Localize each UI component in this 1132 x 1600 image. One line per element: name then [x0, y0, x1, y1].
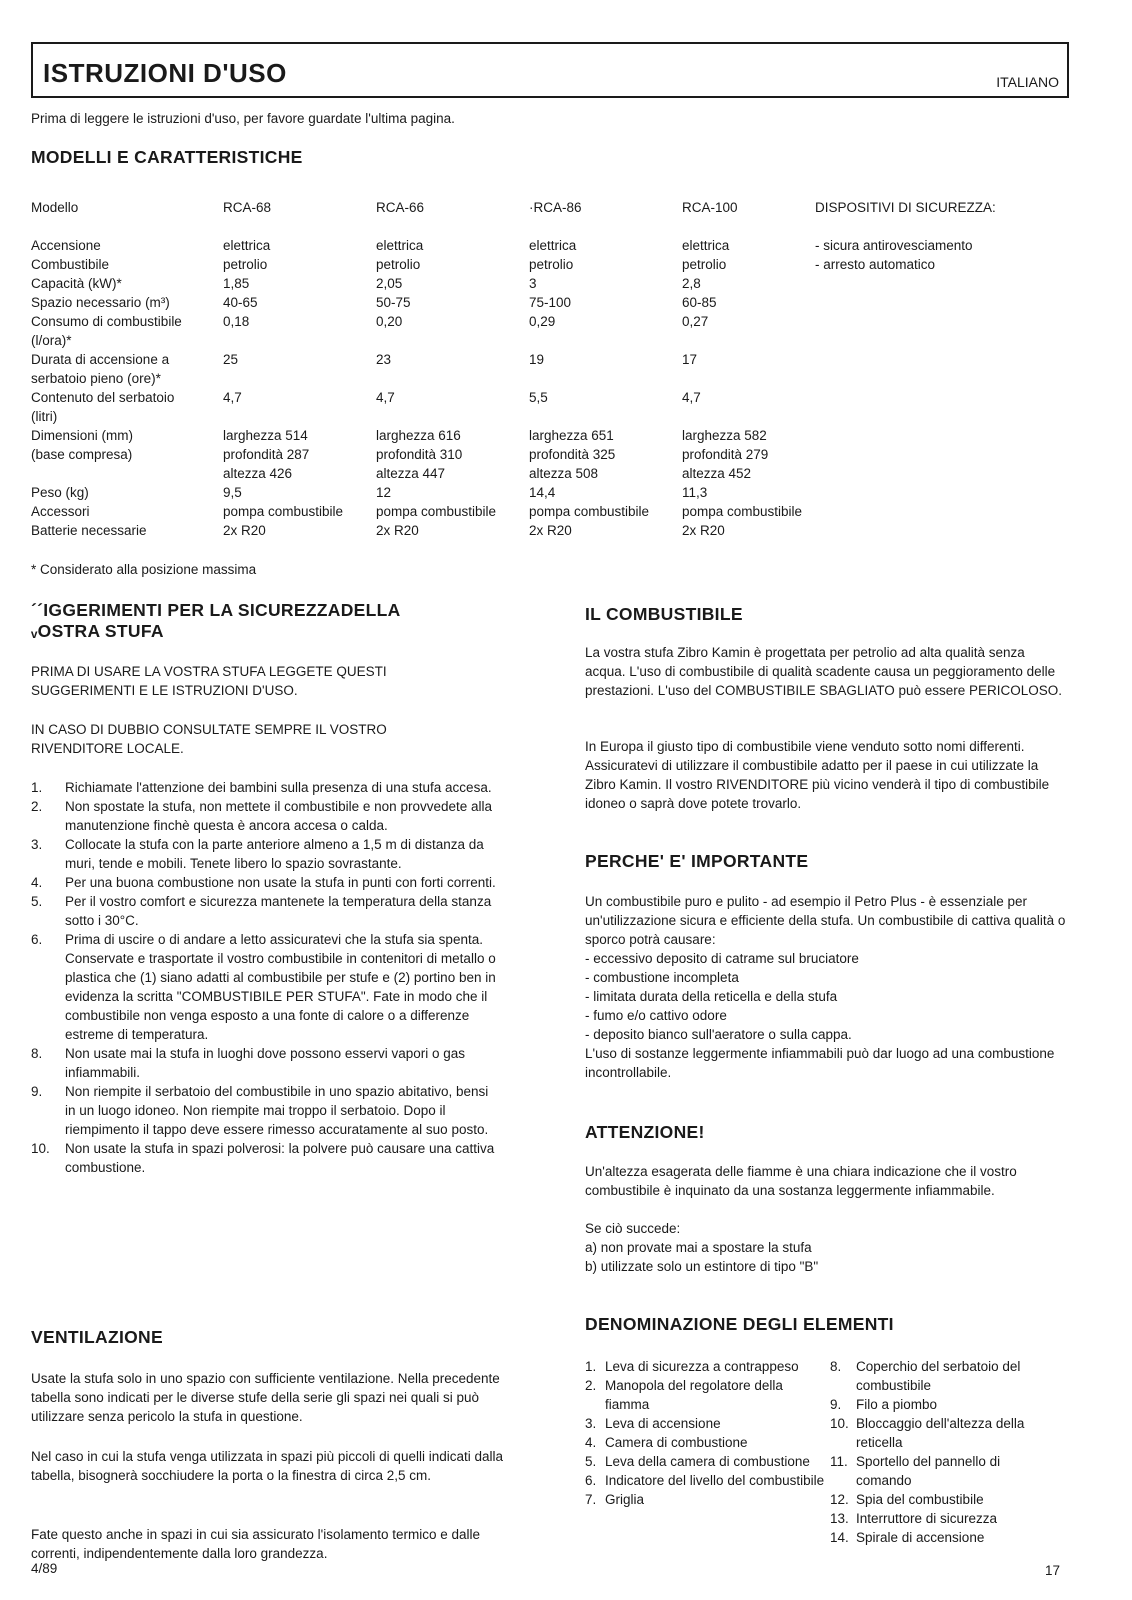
attention-paragraph: Se ciò succede: [585, 1221, 681, 1236]
element-item: 11. Sportello del pannello di comando [830, 1454, 1001, 1488]
table-cell: 4,7 [223, 390, 242, 405]
element-item: 4. Camera di combustione [585, 1435, 748, 1450]
safety-tip-item: 2. Non spostate la stufa, non mettete il combustibile e non provvedete alla manutenzione finchè questa è ancora accesa o calda. [31, 799, 493, 833]
table-cell: petrolio [529, 257, 574, 272]
table-header-label: Modello [31, 200, 79, 215]
table-cell: altezza 508 [529, 466, 599, 481]
table-row-label: (base compresa) [31, 447, 133, 462]
safety-devices-heading: DISPOSITIVI DI SICUREZZA: [815, 200, 996, 215]
fuel-problem-item: - combustione incompleta [585, 970, 739, 985]
page-number: 17 [1045, 1563, 1061, 1578]
table-cell: larghezza 514 [223, 428, 308, 443]
ventilation-paragraph: Usate la stufa solo in uno spazio con sufficiente ventilazione. Nella precedente tabella sono indicati per le diverse stufe della serie gli spazi nei quali si può utilizzare senza pericolo la stufa in questione. [31, 1371, 500, 1424]
elements-list-right [830, 1357, 1040, 1547]
ventilation-heading: VENTILAZIONE [31, 1327, 163, 1347]
table-row-label: Combustibile [31, 257, 110, 272]
table-cell: 25 [223, 352, 239, 367]
table-cell: 0,27 [682, 314, 709, 329]
table-cell: 17 [682, 352, 698, 367]
element-item: 10. Bloccaggio dell'altezza della reticella [830, 1416, 1025, 1450]
table-cell: 3 [529, 276, 537, 291]
table-footnote: * Considerato alla posizione massima [31, 562, 257, 577]
table-cell: profondità 287 [223, 447, 310, 462]
table-cell: 50-75 [376, 295, 411, 310]
table-cell: 40-65 [223, 295, 258, 310]
table-cell: pompa combustibile [682, 504, 803, 519]
why-important-heading: PERCHE' E' IMPORTANTE [585, 851, 809, 871]
table-cell: pompa combustibile [376, 504, 497, 519]
table-cell: 2x R20 [682, 523, 725, 538]
table-cell: 2x R20 [223, 523, 266, 538]
element-item: 14. Spirale di accensione [830, 1530, 985, 1545]
table-row-label: Contenuto del serbatoio [31, 390, 175, 405]
table-cell: altezza 447 [376, 466, 446, 481]
table-cell: 0,20 [376, 314, 403, 329]
table-cell: 2,8 [682, 276, 701, 291]
element-item: 7. Griglia [585, 1492, 645, 1507]
element-item: 9. Filo a piombo [830, 1397, 938, 1412]
safety-device-item: - arresto automatico [815, 257, 936, 272]
table-row-label: Peso (kg) [31, 485, 89, 500]
table-cell: larghezza 582 [682, 428, 767, 443]
table-cell: elettrica [682, 238, 730, 253]
table-cell: 9,5 [223, 485, 242, 500]
table-cell: elettrica [529, 238, 577, 253]
safety-tip-item: 6. Prima di uscire o di andare a letto assicuratevi che la stufa sia spenta. [31, 932, 483, 947]
fuel-problem-item: - eccessivo deposito di catrame sul bruciatore [585, 951, 859, 966]
attention-heading: ATTENZIONE! [585, 1122, 705, 1142]
language-label: ITALIANO [996, 74, 1059, 90]
table-cell: larghezza 616 [376, 428, 461, 443]
table-cell: 0,18 [223, 314, 250, 329]
attention-paragraph: Un'altezza esagerata delle fiamme è una chiara indicazione che il vostro combustibile è inquinato da una sostanza leggermente infiammabile. [585, 1164, 1017, 1198]
fuel-problems-list [585, 949, 1067, 1044]
table-header-model: RCA-68 [223, 200, 272, 215]
title-box [31, 42, 1069, 98]
table-cell: 0,29 [529, 314, 556, 329]
table-row-label: Accensione [31, 238, 101, 253]
table-cell: pompa combustibile [529, 504, 650, 519]
table-cell: 5,5 [529, 390, 548, 405]
fuel-paragraph: La vostra stufa Zibro Kamin è progettata per petrolio ad alta qualità senza acqua. L'uso di combustibile di qualità scadente causa un peggioramento delle prestazioni. L'uso del COMBUSTIBILE SBAGLIATO può essere PERICOLOSO. [585, 645, 1063, 698]
table-cell: 60-85 [682, 295, 717, 310]
table-cell: petrolio [223, 257, 268, 272]
element-item: 6. Indicatore del livello del combustibile [585, 1473, 825, 1488]
safety-tips-list [31, 778, 501, 1177]
fuel-problem-item: - fumo e/o cattivo odore [585, 1008, 727, 1023]
element-item: 8. Coperchio del serbatoio del combustibile [830, 1359, 1021, 1393]
table-cell: 14,4 [529, 485, 556, 500]
attention-item: b) utilizzate solo un estintore di tipo "B" [585, 1259, 819, 1274]
elements-heading: DENOMINAZIONE DEGLI ELEMENTI [585, 1314, 894, 1334]
table-cell: 19 [529, 352, 545, 367]
element-item: 12. Spia del combustibile [830, 1492, 984, 1507]
ventilation-paragraph: Fate questo anche in spazi in cui sia assicurato l'isolamento termico e dalle correnti, indipendentemente dalla loro grandezza. [31, 1527, 481, 1561]
table-row-label: (l/ora)* [31, 333, 72, 348]
table-header-model: RCA-100 [682, 200, 738, 215]
table-cell: 2x R20 [529, 523, 572, 538]
table-cell: altezza 452 [682, 466, 752, 481]
table-row-label: Dimensioni (mm) [31, 428, 134, 443]
table-cell: 12 [376, 485, 392, 500]
element-item: 2. Manopola del regolatore della fiamma [585, 1378, 783, 1412]
table-row-label: Accessori [31, 504, 90, 519]
warning-read-instructions: PRIMA DI USARE LA VOSTRA STUFA LEGGETE QUESTI SUGGERIMENTI E LE ISTRUZIONI D'USO. [31, 664, 387, 698]
table-row-label: (litri) [31, 409, 58, 424]
table-cell: elettrica [223, 238, 271, 253]
intro-text: Prima di leggere le istruzioni d'uso, per favore guardate l'ultima pagina. [31, 111, 455, 126]
table-header-model: RCA-66 [376, 200, 425, 215]
table-cell: 2,05 [376, 276, 403, 291]
safety-tip-item: 3. Collocate la stufa con la parte anteriore almeno a 1,5 m di distanza da muri, tende e mobili. Tenete libero lo spazio sovrastante. [31, 837, 484, 871]
table-row-label: Batterie necessarie [31, 523, 147, 538]
safety-tip-item: Conservate e trasportate il vostro combustibile in contenitori di metallo o plastica che (1) siano adatti al combustibile per stufe e (2) portino ben in evidenza la scritta "COMBUSTIBILE PER STUFA". Fate in modo che il combustibile non venga esposto a una fonte di calore o a differenze estreme di temperatura. [65, 951, 496, 1042]
elements-list-left [585, 1357, 825, 1509]
fuel-paragraph: In Europa il giusto tipo di combustibile viene venduto sotto nomi differenti. Assicuratevi di utilizzare il combustibile adatto per il paese in cui utilizzate la Zibro Kamin. Il vostro RIVENDITORE più vicino venderà il tipo di combustibile idoneo o saprà dove potete trovarlo. [585, 739, 1050, 811]
safety-tip-item: 9. Non riempite il serbatoio del combustibile in uno spazio abitativo, bensi in un luogo idoneo. Non riempite mai troppo il serbatoio. Dopo il riempimento il tappo deve essere rimesso accuratamente al suo posto. [31, 1084, 489, 1137]
table-cell: 4,7 [376, 390, 395, 405]
table-cell: petrolio [682, 257, 727, 272]
table-cell: elettrica [376, 238, 424, 253]
attention-list [585, 1238, 1067, 1276]
why-important-outro: L'uso di sostanze leggermente infiammabili può dar luogo ad una combustione incontrollabile. [585, 1046, 1055, 1080]
table-cell: 4,7 [682, 390, 701, 405]
table-cell: 1,85 [223, 276, 250, 291]
safety-tip-item: 4. Per una buona combustione non usate la stufa in punti con forti correnti. [31, 875, 496, 890]
table-row-label: Spazio necessario (m³) [31, 295, 170, 310]
fuel-problem-item: - limitata durata della reticella e della stufa [585, 989, 838, 1004]
fuel-heading: IL COMBUSTIBILE [585, 604, 743, 624]
fuel-problem-item: - deposito bianco sull'aeratore o sulla cappa. [585, 1027, 852, 1042]
table-cell: 75-100 [529, 295, 572, 310]
attention-item: a) non provate mai a spostare la stufa [585, 1240, 812, 1255]
table-row-label: Durata di accensione a [31, 352, 170, 367]
safety-tip-item: 10. Non usate la stufa in spazi polverosi: la polvere può causare una cattiva combustione. [31, 1141, 495, 1175]
models-heading: MODELLI E CARATTERISTICHE [31, 147, 303, 167]
table-row-label: Capacità (kW)* [31, 276, 122, 291]
why-important-intro: Un combustibile puro e pulito - ad esempio il Petro Plus - è essenziale per un'utilizzazione sicura e efficiente della stufa. Un combustibile di cattiva qualità o sporco potrà causare: [585, 894, 1066, 947]
table-cell: profondità 279 [682, 447, 769, 462]
document-code: 4/89 [31, 1561, 58, 1576]
table-cell: larghezza 651 [529, 428, 614, 443]
table-cell: pompa combustibile [223, 504, 344, 519]
table-cell: 2x R20 [376, 523, 419, 538]
table-cell: petrolio [376, 257, 421, 272]
safety-tip-item: 5. Per il vostro comfort e sicurezza mantenete la temperatura della stanza sotto i 30°C. [31, 894, 492, 928]
safety-tip-item: 8. Non usate mai la stufa in luoghi dove possono esservi vapori o gas infiammabili. [31, 1046, 465, 1080]
table-row-label: serbatoio pieno (ore)* [31, 371, 161, 386]
element-item: 3. Leva di accensione [585, 1416, 721, 1431]
element-item: 13. Interruttore di sicurezza [830, 1511, 998, 1526]
table-cell: 11,3 [682, 485, 708, 500]
table-cell: 23 [376, 352, 392, 367]
table-cell: profondità 325 [529, 447, 616, 462]
table-cell: altezza 426 [223, 466, 293, 481]
table-header-model: ·RCA-86 [529, 200, 582, 215]
table-cell: profondità 310 [376, 447, 463, 462]
element-item: 1. Leva di sicurezza a contrappeso [585, 1359, 799, 1374]
ventilation-paragraph: Nel caso in cui la stufa venga utilizzata in spazi più piccoli di quelli indicati dalla tabella, bisognerà socchiudere la porta o la finestra di circa 2,5 cm. [31, 1449, 504, 1483]
page-title: ISTRUZIONI D'USO [43, 58, 287, 88]
element-item: 5. Leva della camera di combustione [585, 1454, 810, 1469]
safety-tips-heading: ´´IGGERIMENTI PER LA SICUREZZADELLA ᵥOSTRA STUFA [31, 600, 401, 641]
safety-device-item: - sicura antirovesciamento [815, 238, 973, 253]
table-row-label: Consumo di combustibile [31, 314, 182, 329]
safety-tip-item: 1. Richiamate l'attenzione dei bambini sulla presenza di una stufa accesa. [31, 780, 492, 795]
warning-consult-dealer: IN CASO DI DUBBIO CONSULTATE SEMPRE IL VOSTRO RIVENDITORE LOCALE. [31, 722, 387, 756]
